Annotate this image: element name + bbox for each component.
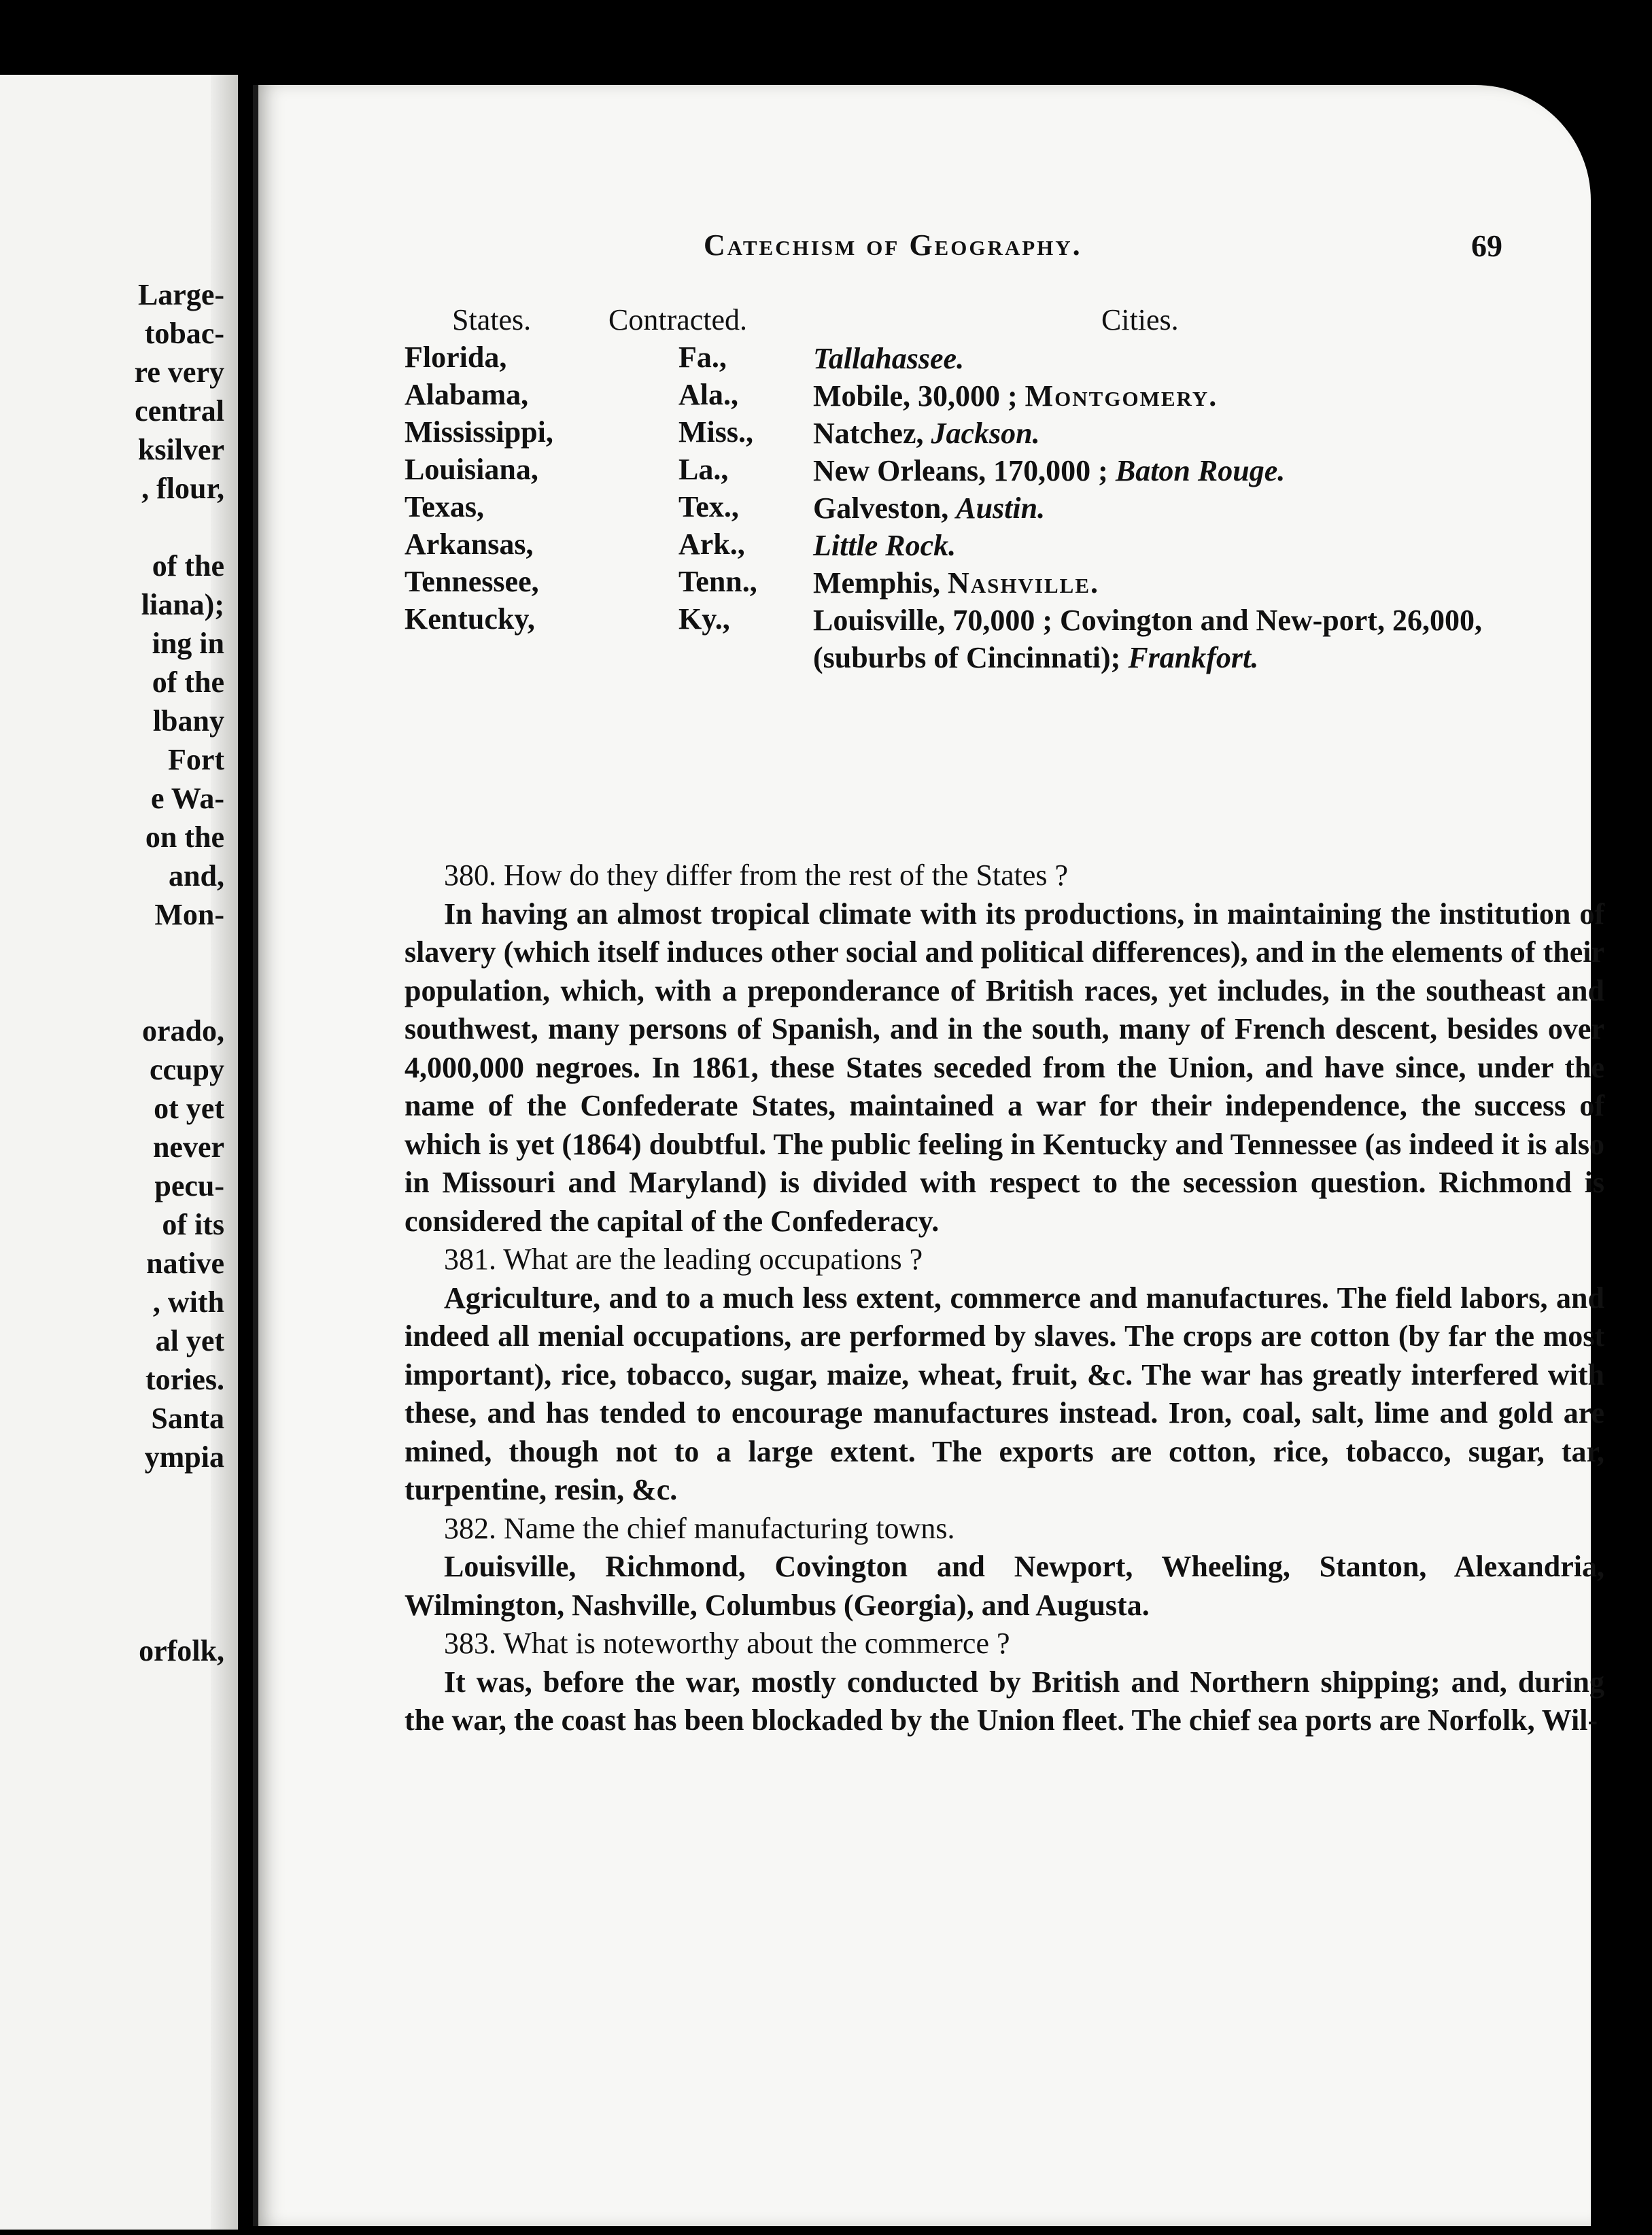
left-page-fragment: liana);	[141, 588, 224, 621]
left-page-fragment: Fort	[167, 743, 224, 776]
column-header-cities: Cities.	[1101, 303, 1179, 336]
left-page-fragment: ot yet	[154, 1092, 224, 1125]
left-page-fragment: of its	[162, 1208, 224, 1241]
cities-cell	[813, 415, 1490, 452]
left-page-fragment: and,	[169, 859, 224, 893]
left-page-fragment: central	[135, 394, 224, 428]
cities-text: Louisville, 70,000 ; Covington and New-port, 26,000, (suburbs of Cincinnati);	[813, 604, 1482, 674]
cities-cell	[813, 489, 1490, 527]
state-name: Florida,	[405, 341, 507, 374]
page-number: 69	[1471, 228, 1502, 263]
left-page-fragment	[0, 934, 224, 973]
left-page-fragment: ing in	[152, 627, 224, 660]
cities-text: Mobile, 30,000 ;	[813, 379, 1025, 413]
cities-text: Natchez,	[813, 417, 931, 450]
answer: Agriculture, and to a much less extent, commerce and manufactures. The field labors, and indeed all menial occupations, are performed by slaves. The crops are cotton (by far the most important), rice, tobacco, sugar, maize, wheat, fruit, &c. The war has greatly interfered with these, and has tended to encourage manufactures instead. Iron, coal, salt, lime and gold are mined, though not to a large extent. The exports are cotton, rice, tobacco, sugar, tar, turpentine, resin, &c.	[405, 1281, 1604, 1506]
question: 381. What are the leading occupations ?	[444, 1243, 923, 1276]
state-name: Alabama,	[405, 378, 529, 411]
left-page-fragment: native	[146, 1247, 224, 1280]
left-page-fragment	[0, 1554, 224, 1593]
cities-cell	[813, 527, 1490, 564]
left-page-fragment: al yet	[155, 1324, 224, 1357]
cities-cell	[813, 340, 1490, 377]
state-abbreviation: La.,	[678, 453, 729, 486]
left-page-fragment	[0, 1515, 224, 1554]
capital-city: Baton Rouge.	[1115, 454, 1286, 487]
cities-text: Memphis,	[813, 566, 948, 600]
state-name: Tennessee,	[405, 565, 539, 598]
state-name: Arkansas,	[405, 527, 534, 561]
cities-text: New Orleans, 170,000 ;	[813, 454, 1116, 487]
cities-text: Galveston,	[813, 491, 957, 525]
cities-cell	[813, 452, 1490, 489]
left-page-fragment: , with	[152, 1285, 224, 1319]
left-page-fragment: of the	[152, 549, 224, 583]
capital-city: Nashville.	[948, 566, 1099, 600]
left-page-fragment: re very	[134, 356, 224, 389]
capital-city: Little Rock.	[813, 529, 957, 562]
left-page-fragment: never	[152, 1130, 224, 1164]
left-page-fragment: Santa	[151, 1402, 224, 1435]
answer: Louisville, Richmond, Covington and Newport, Wheeling, Stanton, Alexandria, Wilmington, Nashville, Columbus (Georgia), and Augusta.	[405, 1550, 1604, 1622]
capital-city: Austin.	[956, 491, 1046, 525]
answer: It was, before the war, mostly conducted by British and Northern shipping; and, during the war, the coast has been blockaded by the Union fleet. The chief sea ports are Norfolk, Wil-	[405, 1665, 1604, 1737]
state-abbreviation: Tex.,	[678, 490, 739, 523]
left-page-fragment: ympia	[144, 1440, 224, 1474]
left-page-fragment: on the	[145, 820, 224, 854]
state-abbreviation: Ky.,	[678, 602, 730, 636]
left-page-fragment	[0, 973, 224, 1011]
state-name: Kentucky,	[405, 602, 535, 636]
question: 382. Name the chief manufacturing towns.	[444, 1511, 955, 1545]
state-name: Texas,	[405, 490, 484, 523]
left-page-text	[0, 275, 224, 1670]
right-page	[258, 85, 1604, 2226]
left-page-fragment	[0, 1593, 224, 1631]
state-abbreviation: Tenn.,	[678, 565, 757, 598]
left-page-fragment	[0, 508, 224, 547]
left-page-fragment: , flour,	[141, 472, 224, 505]
running-title: Catechism of Geography.	[704, 228, 1082, 262]
left-page	[0, 75, 238, 2230]
cities-cell	[813, 602, 1490, 676]
state-name: Mississippi,	[405, 415, 553, 449]
answer: In having an almost tropical climate with its productions, in maintaining the institution of slavery (which itself induces other social and political differences), and in the elements of their population, which, with a preponderance of British races, yet includes, in the southeast and southwest, many persons of Spanish, and in the south, many of French descent, besides over 4,000,000 negroes. In 1861, these States seceded from the Union, and have since, under the name of the Confederate States, maintained a war for their independence, the success of which is yet (1864) doubtful. The public feeling in Kentucky and Tennessee (as indeed it is also in Missouri and Maryland) is divided with respect to the secession question. Richmond is considered the capital of the Confederacy.	[405, 897, 1604, 1238]
left-page-fragment: ccupy	[150, 1053, 224, 1086]
state-abbreviation: Ark.,	[678, 527, 745, 561]
capital-city: Montgomery.	[1025, 379, 1218, 413]
column-header-contracted: Contracted.	[608, 303, 748, 336]
question: 383. What is noteworthy about the commerce ?	[444, 1627, 1010, 1660]
left-page-fragment: tories.	[145, 1363, 224, 1396]
capital-city: Tallahassee.	[813, 342, 965, 375]
left-page-fragment: ksilver	[137, 433, 224, 466]
capital-city: Jackson.	[931, 417, 1040, 450]
left-page-fragment: Large-	[137, 278, 224, 311]
state-abbreviation: Miss.,	[678, 415, 753, 449]
state-abbreviation: Fa.,	[678, 341, 727, 374]
capital-city: Frankfort.	[1128, 641, 1259, 674]
left-page-fragment	[0, 1476, 224, 1515]
question: 380. How do they differ from the rest of the States ?	[444, 859, 1069, 892]
left-page-fragment: e Wa-	[151, 782, 224, 815]
column-header-states: States.	[452, 303, 532, 336]
state-name: Louisiana,	[405, 453, 538, 486]
left-page-fragment: pecu-	[154, 1169, 224, 1202]
page-header	[258, 228, 1502, 268]
left-page-fragment: lbany	[152, 704, 224, 738]
left-page-fragment: of the	[152, 665, 224, 699]
left-page-fragment: tobac-	[144, 317, 224, 350]
left-page-fragment: orfolk,	[139, 1634, 224, 1667]
left-page-fragment: Mon-	[154, 898, 224, 931]
left-page-fragment: orado,	[142, 1014, 224, 1047]
body-text	[405, 856, 1604, 1740]
state-abbreviation: Ala.,	[678, 378, 738, 411]
cities-cell	[813, 377, 1490, 415]
cities-cell	[813, 564, 1490, 602]
